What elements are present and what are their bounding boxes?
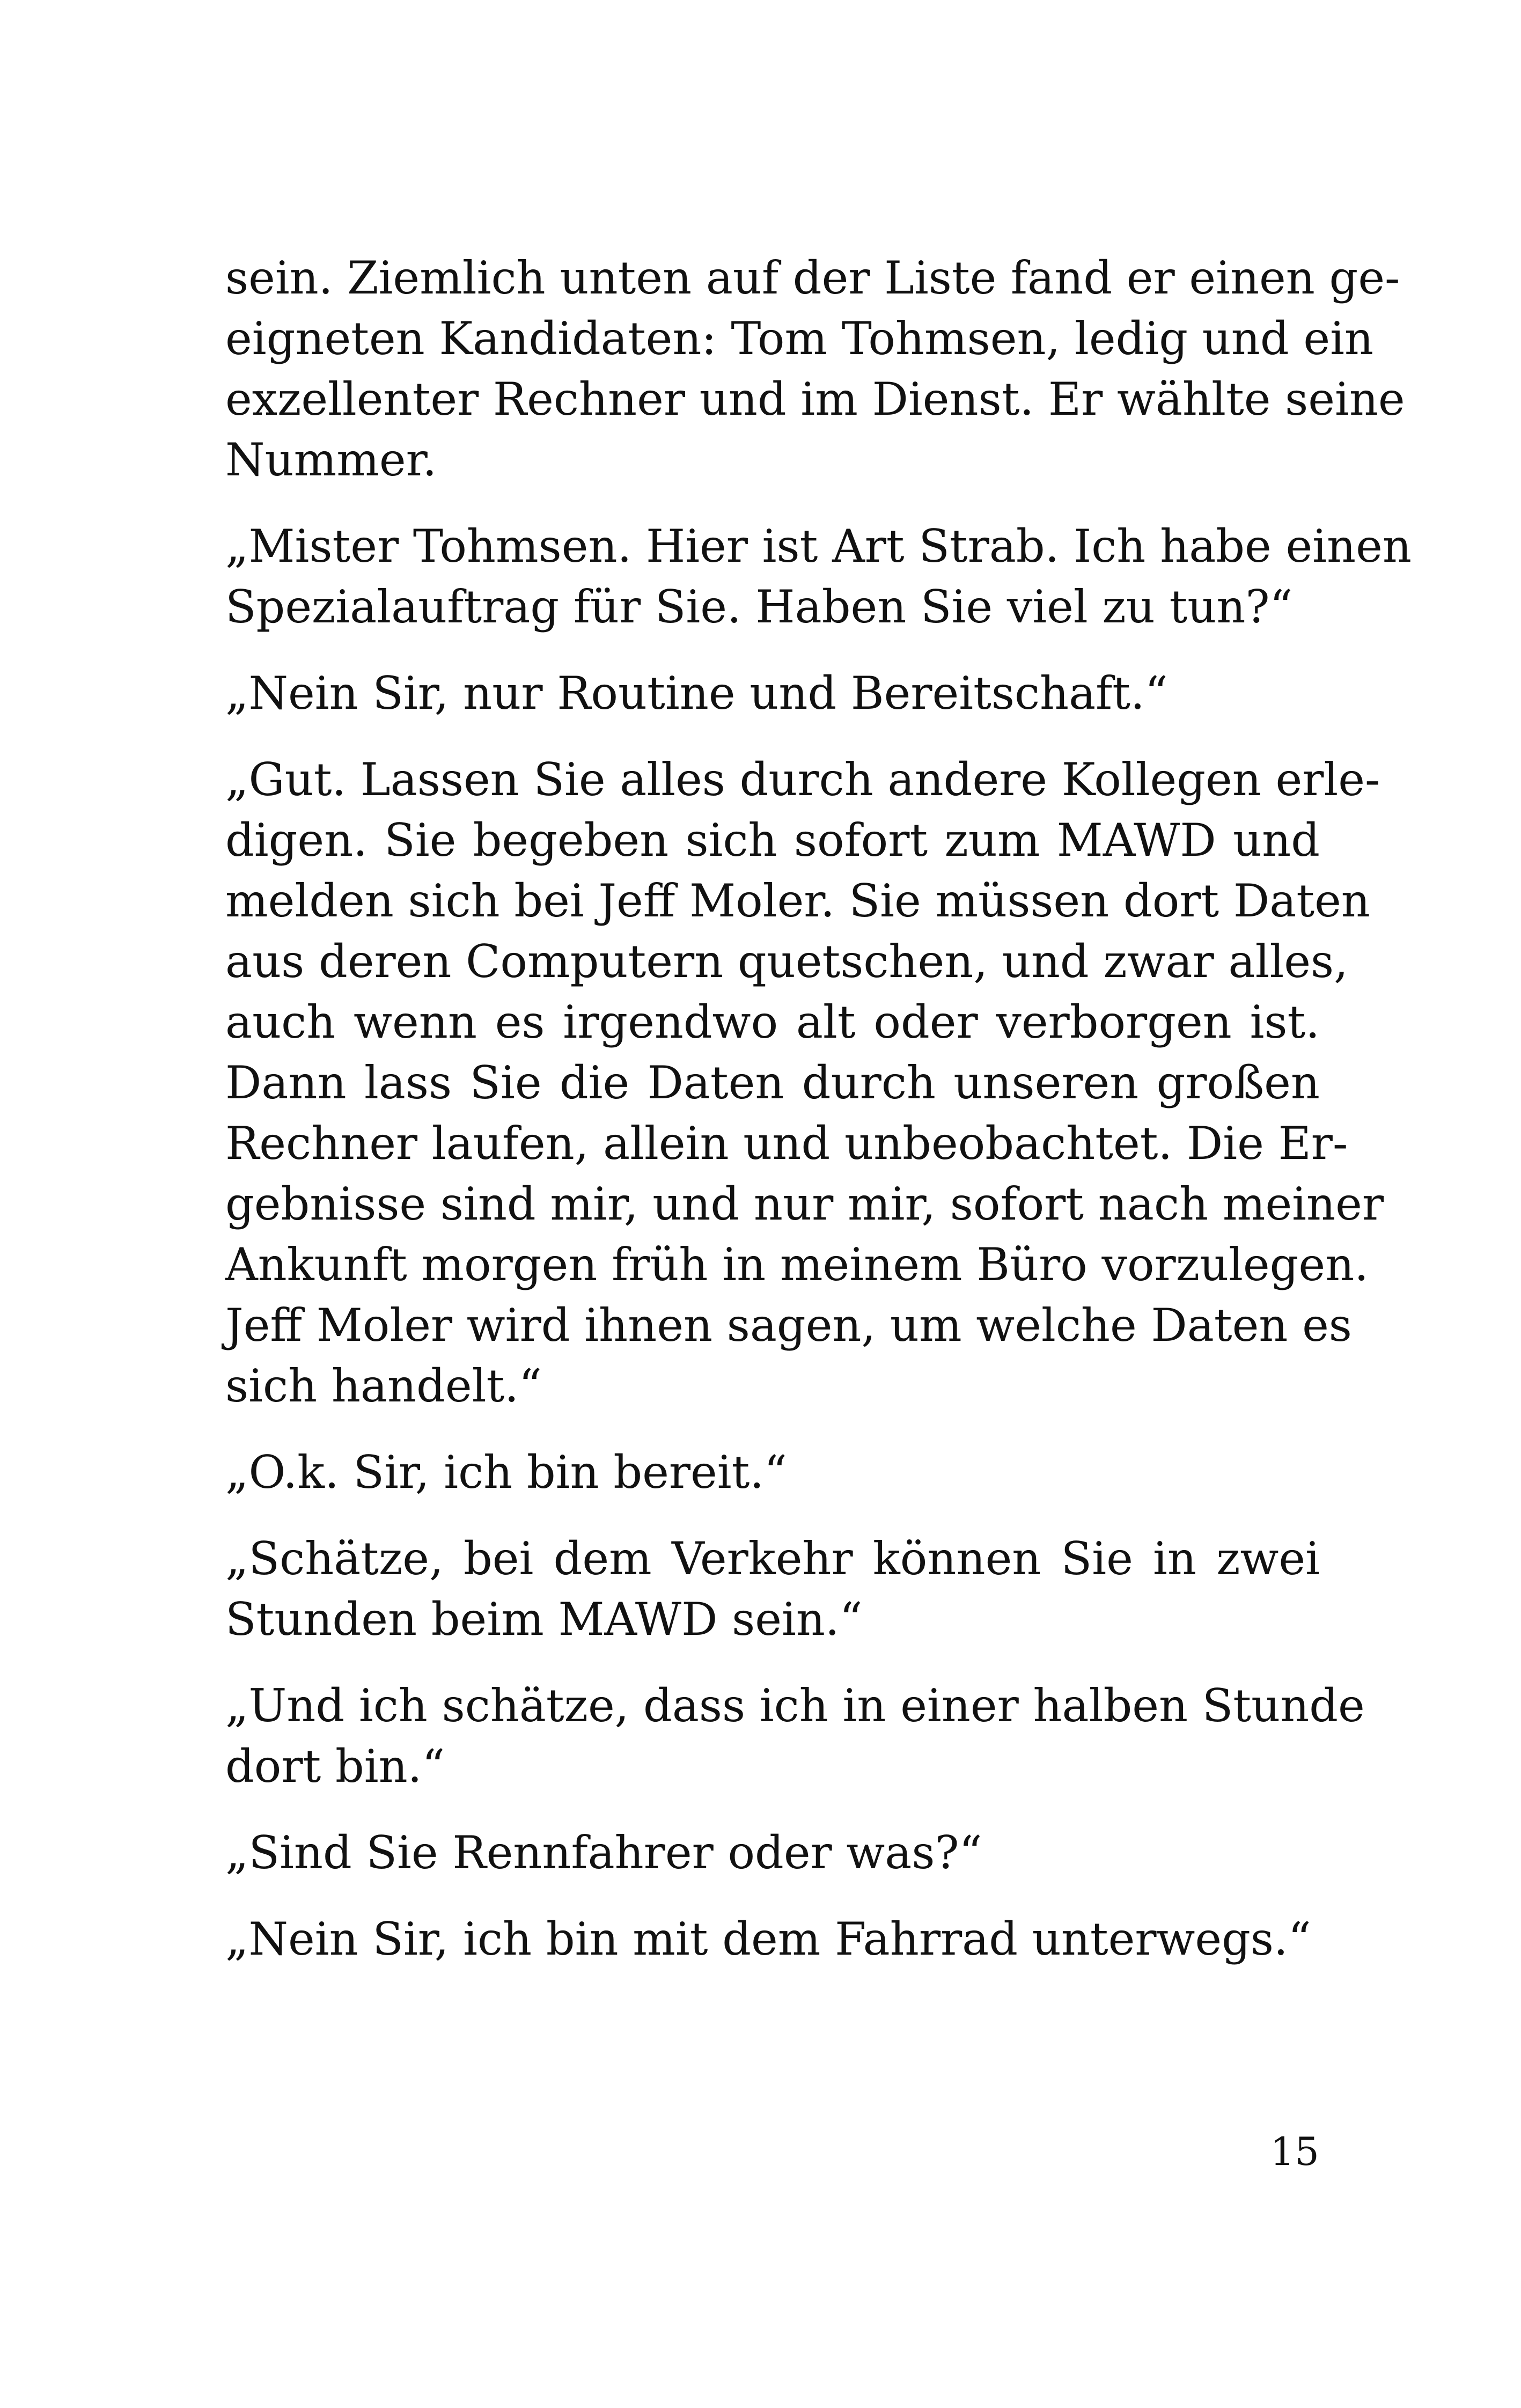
paragraph <box>225 1442 1320 1503</box>
text-line: eigneten Kandidaten: Tom Tohmsen, ledig und ein <box>225 312 1374 365</box>
text-line: Spezialauftrag für Sie. Haben Sie viel zu tun?“ <box>225 581 1293 633</box>
text-line: gebnisse sind mir, und nur mir, sofort nach meiner <box>225 1178 1384 1230</box>
text-line: exzellenter Rechner und im Dienst. Er wählte seine <box>225 373 1405 425</box>
text-line: Rechner laufen, allein und unbeobachtet. Die Er- <box>225 1117 1348 1170</box>
body-text <box>225 248 1412 1995</box>
text-line: Nummer. <box>225 434 437 486</box>
text-line: „Und ich schätze, dass ich in einer halben Stunde <box>225 1679 1365 1732</box>
text-line: „O.k. Sir, ich bin bereit.“ <box>225 1446 787 1499</box>
text-line: Stunden beim MAWD sein.“ <box>225 1593 863 1646</box>
page-number: 15 <box>1270 2129 1319 2174</box>
text-line: „Nein Sir, ich bin mit dem Fahrrad unterwegs.“ <box>225 1913 1311 1965</box>
text-line: dort bin.“ <box>225 1740 445 1793</box>
paragraph <box>225 248 1405 490</box>
paragraph <box>225 663 1320 724</box>
paragraph <box>225 1823 1320 1883</box>
text-line: sein. Ziemlich unten auf der Liste fand er einen ge- <box>225 252 1400 304</box>
text-line: „Mister Tohmsen. Hier ist Art Strab. Ich habe einen <box>225 520 1412 572</box>
paragraph <box>225 1909 1320 1970</box>
text-line: „Nein Sir, nur Routine und Bereitschaft.“ <box>225 667 1168 720</box>
text-line: auch wenn es irgendwo alt oder verborgen ist. <box>225 996 1320 1048</box>
text-line: digen. Sie begeben sich sofort zum MAWD und <box>225 814 1320 867</box>
paragraph <box>225 1676 1365 1797</box>
text-line: Jeff Moler wird ihnen sagen, um welche Daten es <box>225 1299 1352 1352</box>
text-line: „Sind Sie Rennfahrer oder was?“ <box>225 1826 982 1879</box>
text-line: aus deren Computern quetschen, und zwar alles, <box>225 935 1348 988</box>
text-line: „Schätze, bei dem Verkehr können Sie in zwei <box>225 1532 1320 1585</box>
text-line: sich handelt.“ <box>225 1360 542 1412</box>
paragraph <box>225 750 1384 1416</box>
paragraph <box>225 1529 1320 1650</box>
text-line: Dann lass Sie die Daten durch unseren großen <box>225 1056 1320 1109</box>
text-line: „Gut. Lassen Sie alles durch andere Kollegen erle- <box>225 753 1380 806</box>
text-line: melden sich bei Jeff Moler. Sie müssen dort Daten <box>225 875 1370 927</box>
paragraph <box>225 516 1412 637</box>
text-line: Ankunft morgen früh in meinem Büro vorzulegen. <box>225 1238 1369 1291</box>
